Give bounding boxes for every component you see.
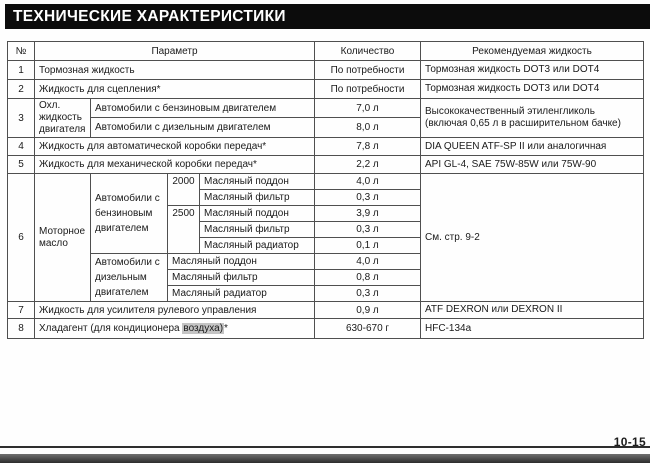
- param-cell: Тормозная жидкость: [35, 61, 315, 80]
- page-title-text: ТЕХНИЧЕСКИЕ ХАРАКТЕРИСТИКИ: [13, 8, 286, 25]
- engine-volume-cell: 2000: [168, 174, 200, 206]
- param-label-cell: Охл. жидкость двигателя: [35, 99, 91, 138]
- item-cell: Масляный фильтр: [200, 222, 315, 238]
- spec-table: [7, 41, 644, 339]
- qty-cell: 4,0 л: [315, 174, 421, 190]
- qty-cell: 7,8 л: [315, 138, 421, 156]
- header-num: №: [8, 42, 35, 61]
- page-number: 10-15: [613, 435, 646, 449]
- qty-cell: 0,8 л: [315, 270, 421, 286]
- row-number: 6: [8, 174, 35, 302]
- item-cell: Масляный радиатор: [200, 238, 315, 254]
- row-number: 4: [8, 138, 35, 156]
- param-text: Хладагент (для кондиционера: [39, 323, 183, 334]
- param-sub-cell: Автомобили с бензиновым двигателем: [91, 99, 315, 118]
- row-number: 8: [8, 319, 35, 339]
- scan-edge-bar: [0, 454, 650, 463]
- engine-volume-cell: 2500: [168, 206, 200, 254]
- engine-type-cell: Автомобили с дизельным двигателем: [91, 254, 168, 302]
- fluid-cell: Тормозная жидкость DOT3 или DOT4: [421, 61, 644, 80]
- row-number: 1: [8, 61, 35, 80]
- table-row: [8, 156, 644, 174]
- item-cell: Масляный поддон: [200, 206, 315, 222]
- table-header-row: [8, 42, 644, 61]
- qty-cell: 4,0 л: [315, 254, 421, 270]
- param-label-cell: Моторное масло: [35, 174, 91, 302]
- footnote-asterisk: *: [224, 323, 228, 334]
- table-row: [8, 302, 644, 319]
- row-number: 5: [8, 156, 35, 174]
- table-row: [8, 61, 644, 80]
- qty-cell: 0,3 л: [315, 190, 421, 206]
- qty-cell: 630-670 г: [315, 319, 421, 339]
- fluid-cell: ATF DEXRON или DEXRON II: [421, 302, 644, 319]
- qty-cell: 3,9 л: [315, 206, 421, 222]
- header-param: Параметр: [35, 42, 315, 61]
- item-cell: Масляный радиатор: [168, 286, 315, 302]
- param-cell: Жидкость для автоматической коробки передач*: [35, 138, 315, 156]
- page-title: [5, 4, 650, 29]
- table-row: [8, 99, 644, 118]
- qty-cell: По потребности: [315, 61, 421, 80]
- fluid-cell: DIA QUEEN ATF-SP II или аналогичная: [421, 138, 644, 156]
- header-qty: Количество: [315, 42, 421, 61]
- fluid-cell: Высококачественный этиленгликоль (включая 0,65 л в расширительном бачке): [421, 99, 644, 138]
- footer-rule: [0, 446, 650, 448]
- item-cell: Масляный фильтр: [200, 190, 315, 206]
- row-number: 7: [8, 302, 35, 319]
- qty-cell: 0,3 л: [315, 286, 421, 302]
- qty-cell: 0,9 л: [315, 302, 421, 319]
- qty-cell: 8,0 л: [315, 118, 421, 138]
- item-cell: Масляный поддон: [168, 254, 315, 270]
- qty-cell: 0,1 л: [315, 238, 421, 254]
- header-fluid: Рекомендуемая жидкость: [421, 42, 644, 61]
- param-cell: Жидкость для усилителя рулевого управления: [35, 302, 315, 319]
- engine-type-cell: Автомобили с бензиновым двигателем: [91, 174, 168, 254]
- table-row: [8, 174, 644, 190]
- item-cell: Масляный поддон: [200, 174, 315, 190]
- qty-cell: 0,3 л: [315, 222, 421, 238]
- row-number: 3: [8, 99, 35, 138]
- fluid-cell: HFC-134a: [421, 319, 644, 339]
- table-row: [8, 80, 644, 99]
- qty-cell: По потребности: [315, 80, 421, 99]
- param-cell: Жидкость для механической коробки передач*: [35, 156, 315, 174]
- row-number: 2: [8, 80, 35, 99]
- param-cell: [35, 319, 315, 339]
- fluid-cell: См. стр. 9-2: [421, 174, 644, 302]
- param-cell: Жидкость для сцепления*: [35, 80, 315, 99]
- fluid-cell: API GL-4, SAE 75W-85W или 75W-90: [421, 156, 644, 174]
- table-row: [8, 319, 644, 339]
- table-row: [8, 138, 644, 156]
- param-sub-cell: Автомобили с дизельным двигателем: [91, 118, 315, 138]
- qty-cell: 2,2 л: [315, 156, 421, 174]
- qty-cell: 7,0 л: [315, 99, 421, 118]
- highlighted-word: воздуха): [183, 323, 224, 334]
- item-cell: Масляный фильтр: [168, 270, 315, 286]
- fluid-cell: Тормозная жидкость DOT3 или DOT4: [421, 80, 644, 99]
